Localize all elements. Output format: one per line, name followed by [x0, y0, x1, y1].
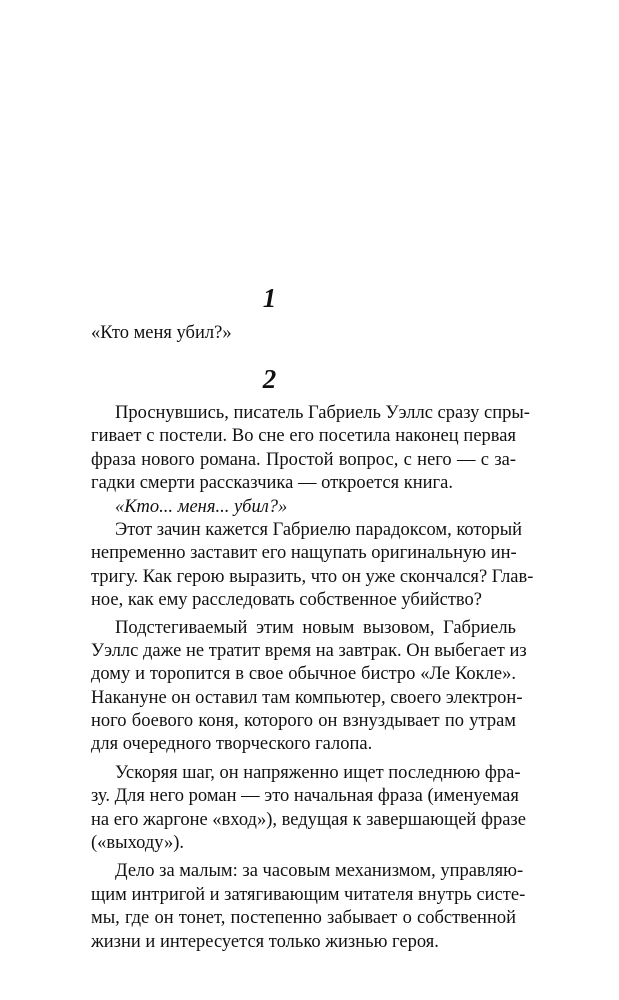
text-line: мы, где он тонет, постепенно забывает о собственной	[91, 908, 516, 929]
text-line: фраза нового романа. Простой вопрос, с него — с за-	[91, 449, 516, 470]
text-line: непременно заставит его нащупать оригинальную ин-	[91, 543, 517, 564]
text-line: («выходу»).	[91, 833, 184, 854]
text-line: ного боевого коня, которого он взнуздывает по утрам	[91, 711, 516, 732]
text-line: на его жаргоне «вход»), ведущая к завершающей фразе	[91, 809, 526, 830]
text-line: гивает с постели. Во сне его посетила наконец первая	[91, 426, 516, 447]
text-line: Подстегиваемый этим новым вызовом, Габриель	[115, 617, 516, 638]
paragraph	[91, 519, 534, 613]
text-line: Дело за малым: за часовым механизмом, управляю-	[115, 861, 524, 882]
paragraph	[91, 762, 526, 856]
text-line: тригу. Как герою выразить, что он уже скончался? Глав-	[91, 566, 534, 587]
chapter-2-body	[91, 402, 534, 954]
chapter-1-text: «Кто меня убил?»	[91, 323, 232, 343]
text-line: зу. Для него роман — это начальная фраза (именуемая	[91, 786, 519, 807]
text-line: жизни и интересуется только жизнью героя.	[91, 931, 439, 952]
chapter-number-1: 1	[262, 283, 277, 313]
text-line: Уэллс даже не тратит время на завтрак. Он выбегает из	[91, 640, 527, 661]
paragraph	[91, 860, 526, 954]
paragraph	[91, 617, 527, 757]
italic-paragraph	[91, 496, 516, 519]
text-line: Накануне он оставил там компьютер, своего электрон-	[91, 687, 523, 708]
text-line: гадки смерти рассказчика — откроется книга.	[91, 473, 453, 494]
chapter-number-2: 2	[262, 364, 277, 394]
text-line: щим интригой и затягивающим читателя внутрь систе-	[91, 884, 526, 905]
paragraph	[91, 402, 530, 496]
text-line: дому и торопится в свое обычное бистро «Ле Кокле».	[91, 664, 516, 685]
text-line: для очередного творческого галопа.	[91, 734, 373, 755]
text-line: Этот зачин кажется Габриелю парадоксом, который	[115, 519, 523, 540]
text-line: ное, как ему расследовать собственное убийство?	[91, 590, 482, 611]
text-line: Проснувшись, писатель Габриель Уэллс сразу спры-	[115, 403, 530, 423]
text-line: Ускоряя шаг, он напряженно ищет последнюю фра-	[115, 762, 521, 783]
text-line: «Кто... меня... убил?»	[115, 496, 288, 517]
